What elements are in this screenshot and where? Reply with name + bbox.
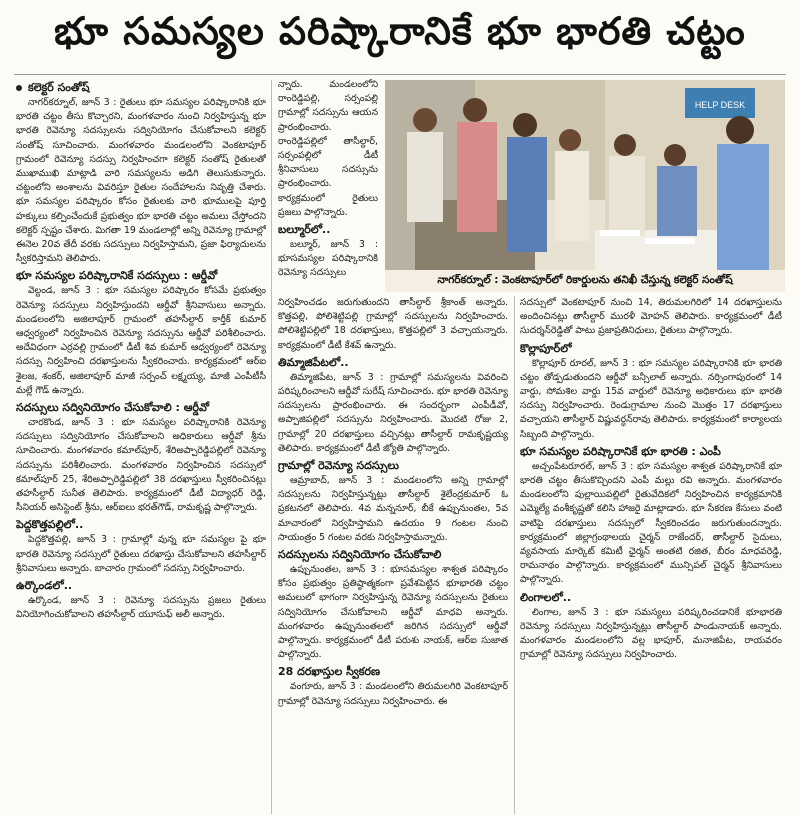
bullet-icon bbox=[16, 85, 22, 91]
paragraph: ఆమ్రాబాద్, జూన్ 3 : మండలంలోని అన్ని గ్రామాల్లో సదస్సులను నిర్వహిస్తున్నట్లు తాసీల్దార్ శైలేంద్రకుమార్ ఓ ప్రకటనలో తెలిపారు. 4వ మన్ననూర్, బీకే ఉప్పునుంతల, 5వ మాచారంలో నిర్వహిస్తామని ఉదయం 9 గంటల నుంచి సాయంత్రం 5 గంటల వరకు నిర్వహిస్తామన్నారు. bbox=[278, 475, 508, 543]
paragraph: ఉప్పునుంతల, జూన్ 3 : భూసమస్యల శాశ్వత పరిష్కారం కోసం ప్రభుత్వం ప్రతిష్ఠాత్మకంగా ప్రవేశపెట్టిన భూభారతి చట్టం అమలులో భాగంగా నిర్వహిస్తున్న రెవెన్యూ సదస్సులను రైతులు సద్వినియోగం చేసుకోవాలని ఆర్డీవో మాధవి అన్నారు. మంగళవారం ఉప్పునుంతలలో జరిగిన సదస్సులో ఆర్డీవో పాల్గొన్నారు. కార్యక్రమంలో డీటీ పరుశు నాయక్, ఆర్ఐ సుజాత పాల్గొన్నారు. bbox=[278, 564, 508, 661]
subheading: సదస్సులను సద్వినియోగం చేసుకోవాలి bbox=[278, 548, 442, 562]
paragraph: పెద్దకొత్తపల్లి, జూన్ 3 : గ్రామాల్లో వున్న భూ సమస్యల పై భూ భారతి రెవెన్యూ సదస్సులో రైతులు దరఖాస్తు చేసుకోవాలని తహసీల్దార్ శ్రీనివాసులు అన్నారు. బాచారం గ్రామంలో సదస్సు నిర్వహించారు. bbox=[16, 534, 266, 574]
column-divider bbox=[271, 80, 272, 814]
subheading: సదస్సులు సద్వినియోగం చేసుకోవాలి : ఆర్డీవో bbox=[16, 401, 209, 415]
paragraph: నాగర్‌కర్నూల్, జూన్ 3 : రైతులు భూ సమస్యల పరిష్కారానికి భూ భారతి చట్టం తీసు కొచ్చారని, మంగళవారం నుంచి నిర్వహిస్తున్న భూ భారతి రెవెన్యూ సదస్సులను సద్వినియోగం చేసుకోవాలని కలెక్టర్ సంతోష్ సూచించారు. మంగళవారం మండలంలోని వెంకటాపూర్ గ్రామంలో రెవెన్యూ సదస్సు నిర్వహించగా కలెక్టర్ సంతోష్ రైతులతో ముఖాముఖి మాట్లాడి వారి సమస్యలను అడిగి తెలుసుకున్నారు. చట్టంలోని అంశాలను వివరిస్తూ రైతుల సందేహాలను నివృత్తి చేశారు. భూ సమస్యల పరిష్కారం కోసం రైతులకు వారి భూములపై పూర్తి హక్కులు కల్పించేందుకే ప్రభుత్వం భూ భారతి చట్టం అమలు చేస్తోందని కలెక్టర్ స్పష్టం చేశారు. మిగతా 19 మండలాల్లో అన్ని రెవెన్యూ గ్రామాల్లో ఈనెల 20వ తేదీ వరకు సదస్సులు నిర్వహిస్తామని, ప్రజా ఫిర్యాదులను స్వీకరిస్తామని తెలిపారు. bbox=[16, 97, 266, 265]
paragraph: కొల్లాపూర్ రూరల్, జూన్ 3 : భూ సమస్యల పరిష్కారానికి భూ భారతి చట్టం తోడ్పడుతుందని ఆర్డీవో బన్సీలాల్ అన్నారు. నర్సింగాపురంలో 14 వార్డు, సోమశిల వార్డు 15వ వార్డులో రెవెన్యూ అధికారులు భూ భారతి సదస్సు నిర్వహించారు. రెండుగ్రామాల నుంచి మొత్తం 17 దరఖాస్తులు వచ్చాయని తాసీల్దార్ విష్ణువర్ధన్‌రావు తెలిపారు. కార్యక్రమంలో కార్యాలయ సిబ్బంది పాల్గొన్నారు. bbox=[520, 357, 782, 440]
help-desk-banner: HELP DESK bbox=[694, 100, 746, 110]
subheading: గ్రామాల్లో రెవెన్యూ సదస్సులు bbox=[278, 459, 399, 473]
paragraph: న్నారు. మండలంలోని రాంరెడ్డిపల్లి, సర్సంపల్లి గ్రామాల్లో సదస్సును ఆయన ప్రారంభించారు. రాంరెడ్డిపల్లిలో తాసీల్దార్, సర్సంపల్లిలో డీటీ శ్రీనివాసులు సదస్సును ప్రారంభించారు. కార్యక్రమంలో రైతులు ప్రజలు పాల్గొన్నారు. bbox=[278, 79, 378, 218]
paragraph: బల్మూర్, జూన్ 3 : భూసమస్యల పరిష్కారానికి రెవెన్యూ సదస్సులు bbox=[278, 239, 378, 279]
subheading: భూ సమస్యల పరిష్కారానికే భూ భారతి : ఎంపీ bbox=[520, 444, 721, 458]
column-divider bbox=[514, 296, 515, 814]
article-column-1 bbox=[16, 78, 266, 814]
subheading: ఉర్కొండలో.. bbox=[16, 579, 73, 593]
paragraph: అచ్చంపేటరూరల్, జూన్ 3 : భూ సమస్యల శాశ్వత పరిష్కారానికే భూ భారతి చట్టం తీసుకొచ్చిందని ఎంపీ మల్లు రవి అన్నారు. మంగళవారం మండలంలోని పుల్లాయిపల్లిలో రైతువేదికలో నిర్వహించిన కార్యక్రమానికి ఎమ్మెల్యే వంశీకృష్ణతో కలిసి హాజరై మాట్లాడారు. భూ సేకరణ కేసులు వంటి వాటిపై దరఖాస్తులు సదస్సులో స్వీకరించడం జరుగుతుందన్నారు. కార్యక్రమంలో జిల్లాగ్రంథాలయ చైర్మన్ రాజేందర్, తాసీల్దార్ సైదులు, వ్యవసాయ మార్కెట్ కమిటీ ఛైర్మన్ అంతటి రజిత, బీరం మాధవరెడ్డి, రామనాథం పాల్గొన్నారు. కార్యక్రమంలో మున్సిపల్ చైర్మన్ శ్రీనివాసులు పాల్గొన్నారు. bbox=[520, 460, 782, 586]
byline: కలెక్టర్ సంతోష్ bbox=[16, 80, 266, 95]
news-photo bbox=[385, 80, 785, 270]
photo-illustration bbox=[385, 80, 785, 270]
subheading: భూ సమస్యల పరిష్కారానికే సదస్సులు : ఆర్డీవో bbox=[16, 269, 218, 283]
paragraph: చారకొండ, జూన్ 3 : భూ సమస్యల పరిష్కారానికి రెవెన్యూ సదస్సులు సద్వినియోగం చేసుకోవాలని అధికారులు ఆర్డీవో శ్రీను సూచించారు. మంగళవారం కమాల్‌పూర్, శేరిఅప్పారెడ్డిపల్లిలో రెవెన్యూ సదస్సును పరిశీలించారు. మంగళవారం నిర్వహించిన సదస్సులో కమాల్‌పూర్ 25, శేరిఅప్పారెడ్డిపల్లిలో 38 దరఖాస్తులు స్వీకరించినట్లు తహసీల్దార్ సునీత తెలిపారు. కార్యక్రమంలో డీటీ విద్యాధర్ రెడ్డి, సీనియర్ అసిస్టెంట్ శ్రీను, ఆర్ఐలు భరత్‌గౌడ్, రామకృష్ణ పాల్గొన్నారు. bbox=[16, 417, 266, 514]
paragraph: తిమ్మాజిపేట, జూన్ 3 : గ్రామాల్లో సమస్యలను వివరించి పరిష్కరించాలని ఆర్డీవో సురేష్ సూచించారు. భూ భారతి రెవెన్యూ సదస్సులను ప్రారంభించారు. ఈ సందర్భంగా ఎంపీడీవో, అప్పాజిపల్లిలో సదస్సును నిర్వహించారు. మొదటి రోజు 2, గ్రామాల్లో 20 దరఖాస్తులు వచ్చినట్లు తాసీల్దార్ రామకృష్ణయ్య తెలిపారు. కార్యక్రమంలో డీటీ జ్యోతి పాల్గొన్నారు. bbox=[278, 371, 508, 454]
paragraph: ఉర్కొండ, జూన్ 3 : రెవెన్యూ సదస్సును ప్రజలు రైతులు వినియోగించుకోవాలని తహసీల్దార్ యూసుఫ్ అలీ అన్నారు. bbox=[16, 595, 266, 621]
subheading: బల్మూర్‌లో.. bbox=[278, 223, 331, 237]
subheading: లింగాలలో.. bbox=[520, 590, 572, 604]
headline-rule bbox=[14, 74, 786, 75]
paragraph: సదస్సులో వెంకటాపూర్ నుంచి 14, తిరుమలగిరిలో 14 దరఖాస్తులను అందించినట్లు తాసీల్దార్ మురళీ మోహన్ తెలిపారు. కార్యక్రమంలో డీటీ సుదర్శన్‌రెడ్డితో పాటు ప్రజాప్రతినిధులు, రైతులు పాల్గొన్నారు. bbox=[520, 297, 782, 337]
adjacent-column-edge bbox=[0, 78, 10, 814]
paragraph: లింగాల, జూన్ 3 : భూ సమస్యలు పరిష్కరించడానికే భూభారతి రెవెన్యూ సదస్సులు నిర్వహిస్తున్నట్లు తాసీల్దార్ పాండునాయక్ అన్నారు. మంగళవారం మండలంలోని వల్ల భాపూర్, మనాజిపేట, రాయవరం గ్రామాల్లో రెవెన్యూ సదస్సులు నిర్వహించారు. bbox=[520, 606, 782, 661]
paragraph: వెల్దండ, జూన్ 3 : భూ సమస్యల పరిష్కారం కోసమే ప్రభుత్వం రెవెన్యూ సదస్సులు నిర్వహిస్తుందని ఆర్డీవో శ్రీనివాసులు అన్నారు. మండలంలోని అజిలాపూర్ గ్రామంలో తహసీల్దార్ కార్తీక్ కుమార్ ఆధ్వర్యంలో నిర్వహించిన రెవెన్యూ సదస్సును ఆర్డీవో పరిశీలించారు. అదేవిధంగా ఎర్రవల్లి గ్రామంలో డీటీ శివ కుమార్ ఆధ్వర్యంలో రెవెన్యూ సదస్సు నిర్వహించి దరఖాస్తులను స్వీకరించారు. కార్యక్రమంలో ఆర్ఐ శైలజ, శంకర్, అజిలాపూర్ మాజీ సర్పంచ్ లక్ష్మయ్య, మాజీ ఎంపీటీసీ మల్లే గౌడ్ ఉన్నారు. bbox=[16, 285, 266, 396]
paragraph: వంగూరు, జూన్ 3 : మండలంలోని తిరుమలగిరి వెంకటాపూర్ గ్రామాల్లో రెవెన్యూ సదస్సులు నిర్వహించారు. ఈ bbox=[278, 681, 508, 707]
subheading: పెద్దకొత్తపల్లిలో.. bbox=[16, 518, 84, 532]
article-column-3 bbox=[520, 296, 782, 816]
headline: భూ సమస్యల పరిష్కారానికే భూ భారతి చట్టం bbox=[54, 9, 746, 53]
article-column-2 bbox=[278, 296, 508, 816]
photo-caption: నాగర్‌కర్నూల్ : వెంకటాపూర్‌లో రికార్డులను తనిఖీ చేస్తున్న కలెక్టర్ సంతోష్ bbox=[385, 270, 785, 292]
subheading: కొల్లాపూర్‌లో bbox=[520, 341, 572, 355]
subheading: 28 దరఖాస్తుల స్వీకరణ bbox=[278, 665, 381, 679]
paragraph: నిర్వహించడం జరుగుతుందని తాసీల్దార్ శ్రీకాంత్ అన్నారు. కొత్తపల్లి, పోలిశెట్టిపల్లి గ్రామాల్లో సదస్సులను నిర్వహించారు. పోలిశెట్టిపల్లిలో 18 దరఖాస్తులు, కొత్తపల్లిలో 3 వచ్చాయన్నారు. కార్యక్రమంలో డీటీ కేశవ్ ఉన్నారు. bbox=[278, 297, 508, 351]
subheading: తిమ్మాజిపేటలో.. bbox=[278, 355, 349, 369]
